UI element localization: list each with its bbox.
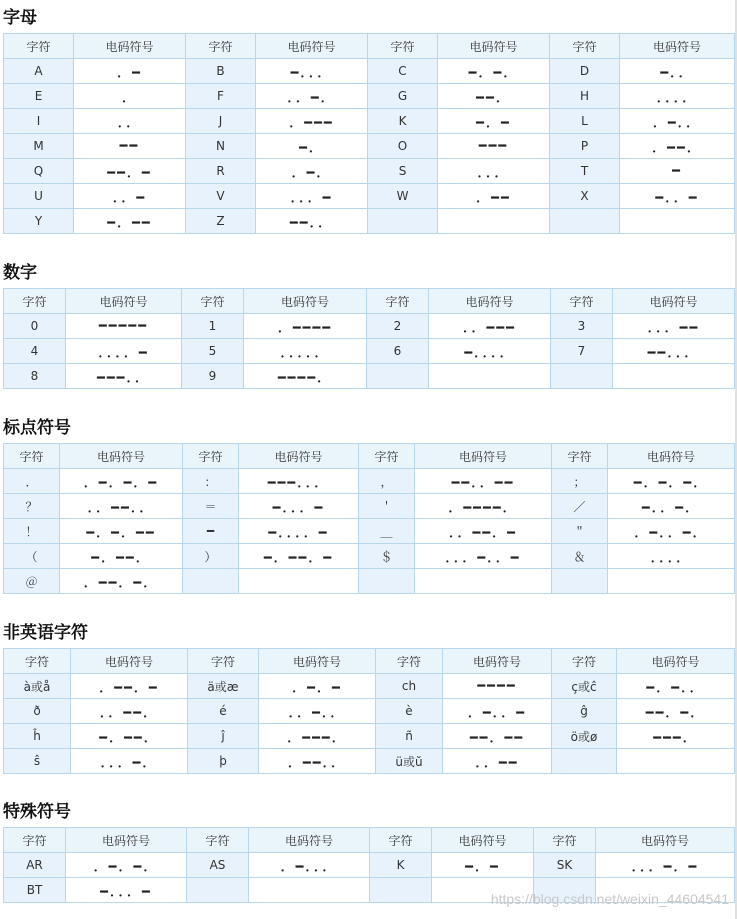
header-char: 字符 bbox=[376, 649, 443, 674]
header-char: 字符 bbox=[182, 289, 244, 314]
char-cell: （ bbox=[4, 544, 60, 569]
char-cell: ch bbox=[376, 674, 443, 699]
char-cell bbox=[187, 878, 249, 903]
char-cell: K bbox=[370, 853, 432, 878]
header-char: 字符 bbox=[4, 34, 74, 59]
code-cell: ━．━━． bbox=[71, 724, 188, 749]
table-row bbox=[4, 749, 735, 774]
char-cell: ） bbox=[183, 544, 239, 569]
code-cell: ．━．━． bbox=[66, 853, 187, 878]
char-cell: SK bbox=[534, 853, 596, 878]
char-cell: ĥ bbox=[4, 724, 71, 749]
header-char: 字符 bbox=[4, 649, 71, 674]
table-header-row bbox=[4, 828, 735, 853]
header-char: 字符 bbox=[534, 828, 596, 853]
char-cell: ＄ bbox=[359, 544, 415, 569]
code-cell: ．．━━．━ bbox=[415, 519, 552, 544]
code-cell: ━━━━━ bbox=[66, 314, 182, 339]
code-cell bbox=[620, 209, 735, 234]
char-cell: W bbox=[368, 184, 438, 209]
char-cell: 4 bbox=[4, 339, 66, 364]
code-cell: ．━━━． bbox=[259, 724, 376, 749]
header-code: 电码符号 bbox=[74, 34, 186, 59]
char-cell: B bbox=[186, 59, 256, 84]
header-code: 电码符号 bbox=[608, 444, 735, 469]
table-row bbox=[4, 724, 735, 749]
char-cell: ç或ĉ bbox=[552, 674, 617, 699]
char-cell: ĵ bbox=[188, 724, 259, 749]
code-cell: ．．．．． bbox=[244, 339, 367, 364]
header-code: 电码符号 bbox=[66, 289, 182, 314]
table-row bbox=[4, 699, 735, 724]
code-cell: ━．━． bbox=[438, 59, 550, 84]
header-char: 字符 bbox=[551, 289, 613, 314]
char-cell: è bbox=[376, 699, 443, 724]
header-code: 电码符号 bbox=[415, 444, 552, 469]
table-row bbox=[4, 84, 735, 109]
code-cell: ．━━．． bbox=[259, 749, 376, 774]
char-cell: E bbox=[4, 84, 74, 109]
code-cell: ━ bbox=[620, 159, 735, 184]
char-cell: P bbox=[550, 134, 620, 159]
char-cell: O bbox=[368, 134, 438, 159]
char-cell: Q bbox=[4, 159, 74, 184]
code-cell bbox=[239, 569, 359, 594]
code-cell: ━．．． bbox=[256, 59, 368, 84]
char-cell: J bbox=[186, 109, 256, 134]
char-cell: 9 bbox=[182, 364, 244, 389]
char-cell: I bbox=[4, 109, 74, 134]
char-cell: T bbox=[550, 159, 620, 184]
code-cell: ．━．．． bbox=[249, 853, 370, 878]
code-cell: ．． bbox=[74, 109, 186, 134]
code-cell: ━．━．━． bbox=[608, 469, 735, 494]
table-row bbox=[4, 519, 735, 544]
table-row bbox=[4, 544, 735, 569]
char-cell: ！ bbox=[4, 519, 60, 544]
code-cell: ━． bbox=[256, 134, 368, 159]
header-code: 电码符号 bbox=[239, 444, 359, 469]
table-row bbox=[4, 184, 735, 209]
code-cell: ━．．．━ bbox=[239, 494, 359, 519]
table-row bbox=[4, 494, 735, 519]
table-row bbox=[4, 339, 735, 364]
char-cell: H bbox=[550, 84, 620, 109]
header-char: 字符 bbox=[188, 649, 259, 674]
code-cell: ．．━━． bbox=[71, 699, 188, 724]
code-cell: ．．━． bbox=[256, 84, 368, 109]
morse-table-non-english bbox=[3, 648, 735, 774]
code-cell: ．．．． bbox=[620, 84, 735, 109]
header-code: 电码符号 bbox=[66, 828, 187, 853]
code-cell bbox=[617, 749, 735, 774]
header-code: 电码符号 bbox=[244, 289, 367, 314]
watermark: https://blog.csdn.net/weixin_44604541 bbox=[490, 891, 729, 907]
section-title: 非英语字符 bbox=[3, 623, 88, 643]
table-row bbox=[4, 853, 735, 878]
table-row bbox=[4, 209, 735, 234]
code-cell: ━━━ bbox=[438, 134, 550, 159]
code-cell: ━━━━． bbox=[244, 364, 367, 389]
char-cell: R bbox=[186, 159, 256, 184]
code-cell: ━━━．． bbox=[66, 364, 182, 389]
char-cell: ＂ bbox=[552, 519, 608, 544]
char-cell: ＆ bbox=[552, 544, 608, 569]
char-cell: 8 bbox=[4, 364, 66, 389]
table-row bbox=[4, 159, 735, 184]
code-cell: ．━． bbox=[256, 159, 368, 184]
char-cell: L bbox=[550, 109, 620, 134]
char-cell: C bbox=[368, 59, 438, 84]
table-header-row bbox=[4, 289, 735, 314]
code-cell: ．．━．． bbox=[259, 699, 376, 724]
header-code: 电码符号 bbox=[71, 649, 188, 674]
code-cell: ━．━━ bbox=[74, 209, 186, 234]
code-cell bbox=[608, 569, 735, 594]
char-cell: 3 bbox=[551, 314, 613, 339]
code-cell: ━━．━． bbox=[617, 699, 735, 724]
header-code: 电码符号 bbox=[620, 34, 735, 59]
morse-table-punctuation bbox=[3, 443, 735, 594]
char-cell: BT bbox=[4, 878, 66, 903]
char-cell: ． bbox=[4, 469, 60, 494]
char-cell: 2 bbox=[367, 314, 429, 339]
table-row bbox=[4, 469, 735, 494]
header-code: 电码符号 bbox=[617, 649, 735, 674]
header-char: 字符 bbox=[550, 34, 620, 59]
code-cell: ．━━．━ bbox=[71, 674, 188, 699]
char-cell: AS bbox=[187, 853, 249, 878]
table-header-row bbox=[4, 444, 735, 469]
code-cell: ． bbox=[74, 84, 186, 109]
char-cell: 1 bbox=[182, 314, 244, 339]
char-cell: ĝ bbox=[552, 699, 617, 724]
header-char: 字符 bbox=[4, 828, 66, 853]
char-cell: é bbox=[188, 699, 259, 724]
code-cell: ．．━━━ bbox=[429, 314, 551, 339]
code-cell: ．━．．━． bbox=[608, 519, 735, 544]
char-cell: Y bbox=[4, 209, 74, 234]
code-cell: ━．━━．━ bbox=[239, 544, 359, 569]
header-code: 电码符号 bbox=[259, 649, 376, 674]
header-char: 字符 bbox=[183, 444, 239, 469]
header-code: 电码符号 bbox=[249, 828, 370, 853]
char-cell: ＠ bbox=[4, 569, 60, 594]
char-cell bbox=[183, 569, 239, 594]
char-cell: ŝ bbox=[4, 749, 71, 774]
code-cell: ━．．．━ bbox=[66, 878, 187, 903]
char-cell bbox=[552, 749, 617, 774]
code-cell: ━━．． bbox=[256, 209, 368, 234]
code-cell: ．．━━ bbox=[443, 749, 552, 774]
char-cell: S bbox=[368, 159, 438, 184]
code-cell: ━━━． bbox=[617, 724, 735, 749]
code-cell: ━．． bbox=[620, 59, 735, 84]
char-cell bbox=[551, 364, 613, 389]
char-cell: F bbox=[186, 84, 256, 109]
code-cell: ．．．━ bbox=[256, 184, 368, 209]
code-cell: ．．━ bbox=[74, 184, 186, 209]
code-cell: ━━━━ bbox=[443, 674, 552, 699]
header-char: 字符 bbox=[4, 444, 60, 469]
char-cell: ； bbox=[552, 469, 608, 494]
code-cell: ．━．．━ bbox=[443, 699, 552, 724]
code-cell: ．━━━ bbox=[256, 109, 368, 134]
section-title: 字母 bbox=[3, 8, 37, 28]
char-cell: G bbox=[368, 84, 438, 109]
header-char: 字符 bbox=[359, 444, 415, 469]
char-cell bbox=[370, 878, 432, 903]
header-code: 电码符号 bbox=[60, 444, 183, 469]
code-cell: ━━．．． bbox=[613, 339, 735, 364]
code-cell bbox=[415, 569, 552, 594]
section-punctuation bbox=[0, 413, 737, 594]
header-code: 电码符号 bbox=[438, 34, 550, 59]
char-cell: N bbox=[186, 134, 256, 159]
header-code: 电码符号 bbox=[596, 828, 735, 853]
char-cell bbox=[550, 209, 620, 234]
table-header-row bbox=[4, 34, 735, 59]
char-cell: ＿ bbox=[359, 519, 415, 544]
section-title: 数字 bbox=[3, 263, 37, 283]
code-cell: ．━．． bbox=[620, 109, 735, 134]
code-cell: ．．．━． bbox=[71, 749, 188, 774]
char-cell: Z bbox=[186, 209, 256, 234]
header-char: 字符 bbox=[186, 34, 256, 59]
code-cell: ━．．━ bbox=[620, 184, 735, 209]
header-code: 电码符号 bbox=[613, 289, 735, 314]
header-char: 字符 bbox=[368, 34, 438, 59]
section-numbers bbox=[0, 258, 737, 389]
section-title: 特殊符号 bbox=[3, 802, 71, 822]
table-row bbox=[4, 314, 735, 339]
code-cell: ．━━．━． bbox=[60, 569, 183, 594]
code-cell: ．．．．━ bbox=[66, 339, 182, 364]
code-cell: ━．━ bbox=[438, 109, 550, 134]
char-cell: 0 bbox=[4, 314, 66, 339]
morse-table-numbers bbox=[3, 288, 735, 389]
code-cell: ．━━ bbox=[438, 184, 550, 209]
char-cell: 6 bbox=[367, 339, 429, 364]
code-cell: ．━．━．━ bbox=[60, 469, 183, 494]
code-cell: ．．．． bbox=[608, 544, 735, 569]
code-cell: ━．━．━━ bbox=[60, 519, 183, 544]
code-cell: ．．． bbox=[438, 159, 550, 184]
char-cell: ñ bbox=[376, 724, 443, 749]
char-cell: ü或ŭ bbox=[376, 749, 443, 774]
char-cell: V bbox=[186, 184, 256, 209]
code-cell: ━．━．． bbox=[617, 674, 735, 699]
char-cell: ä或æ bbox=[188, 674, 259, 699]
char-cell: A bbox=[4, 59, 74, 84]
char-cell: ð bbox=[4, 699, 71, 724]
char-cell: ？ bbox=[4, 494, 60, 519]
code-cell: ．━━━━ bbox=[244, 314, 367, 339]
header-code: 电码符号 bbox=[443, 649, 552, 674]
table-row bbox=[4, 109, 735, 134]
code-cell: ━━．━ bbox=[74, 159, 186, 184]
char-cell: þ bbox=[188, 749, 259, 774]
header-char: 字符 bbox=[367, 289, 429, 314]
header-char: 字符 bbox=[187, 828, 249, 853]
code-cell bbox=[249, 878, 370, 903]
code-cell: ．━━━━． bbox=[415, 494, 552, 519]
char-cell: ö或ø bbox=[552, 724, 617, 749]
morse-table-letters bbox=[3, 33, 735, 234]
section-title: 标点符号 bbox=[3, 418, 71, 438]
code-cell: ．．━━．． bbox=[60, 494, 183, 519]
header-char: 字符 bbox=[552, 444, 608, 469]
code-cell: ━．━ bbox=[432, 853, 534, 878]
table-row bbox=[4, 59, 735, 84]
char-cell: ＇ bbox=[359, 494, 415, 519]
char-cell bbox=[367, 364, 429, 389]
table-row bbox=[4, 569, 735, 594]
header-code: 电码符号 bbox=[256, 34, 368, 59]
header-char: 字符 bbox=[370, 828, 432, 853]
code-cell: ．━．━ bbox=[259, 674, 376, 699]
code-cell bbox=[429, 364, 551, 389]
code-cell: ━━． bbox=[438, 84, 550, 109]
table-row bbox=[4, 364, 735, 389]
code-cell: ．━━． bbox=[620, 134, 735, 159]
char-cell: ＝ bbox=[183, 494, 239, 519]
section-non-english bbox=[0, 618, 737, 774]
code-cell: ━．．．． bbox=[429, 339, 551, 364]
code-cell bbox=[438, 209, 550, 234]
code-cell: ━━━．．． bbox=[239, 469, 359, 494]
code-cell: ━．．━． bbox=[608, 494, 735, 519]
code-cell: ．．．━．━ bbox=[596, 853, 735, 878]
char-cell: X bbox=[550, 184, 620, 209]
char-cell bbox=[552, 569, 608, 594]
code-cell: ━．．．．━ bbox=[239, 519, 359, 544]
char-cell: ━ bbox=[183, 519, 239, 544]
char-cell: 7 bbox=[551, 339, 613, 364]
char-cell: D bbox=[550, 59, 620, 84]
code-cell bbox=[613, 364, 735, 389]
char-cell: AR bbox=[4, 853, 66, 878]
table-header-row bbox=[4, 649, 735, 674]
code-cell: ━．━━． bbox=[60, 544, 183, 569]
char-cell: U bbox=[4, 184, 74, 209]
char-cell: K bbox=[368, 109, 438, 134]
header-char: 字符 bbox=[4, 289, 66, 314]
char-cell: ， bbox=[359, 469, 415, 494]
table-row bbox=[4, 674, 735, 699]
code-cell: ．．．━━ bbox=[613, 314, 735, 339]
code-cell: ．━ bbox=[74, 59, 186, 84]
char-cell: à或å bbox=[4, 674, 71, 699]
char-cell: 5 bbox=[182, 339, 244, 364]
char-cell: M bbox=[4, 134, 74, 159]
section-letters bbox=[0, 3, 737, 234]
code-cell: ━━ bbox=[74, 134, 186, 159]
header-code: 电码符号 bbox=[429, 289, 551, 314]
code-cell: ━━．━━ bbox=[443, 724, 552, 749]
code-cell: ━━．．━━ bbox=[415, 469, 552, 494]
header-code: 电码符号 bbox=[432, 828, 534, 853]
header-char: 字符 bbox=[552, 649, 617, 674]
char-cell: ／ bbox=[552, 494, 608, 519]
code-cell: ．．．━．．━ bbox=[415, 544, 552, 569]
char-cell: ： bbox=[183, 469, 239, 494]
table-row bbox=[4, 134, 735, 159]
char-cell bbox=[359, 569, 415, 594]
section-special bbox=[0, 797, 737, 903]
char-cell bbox=[368, 209, 438, 234]
